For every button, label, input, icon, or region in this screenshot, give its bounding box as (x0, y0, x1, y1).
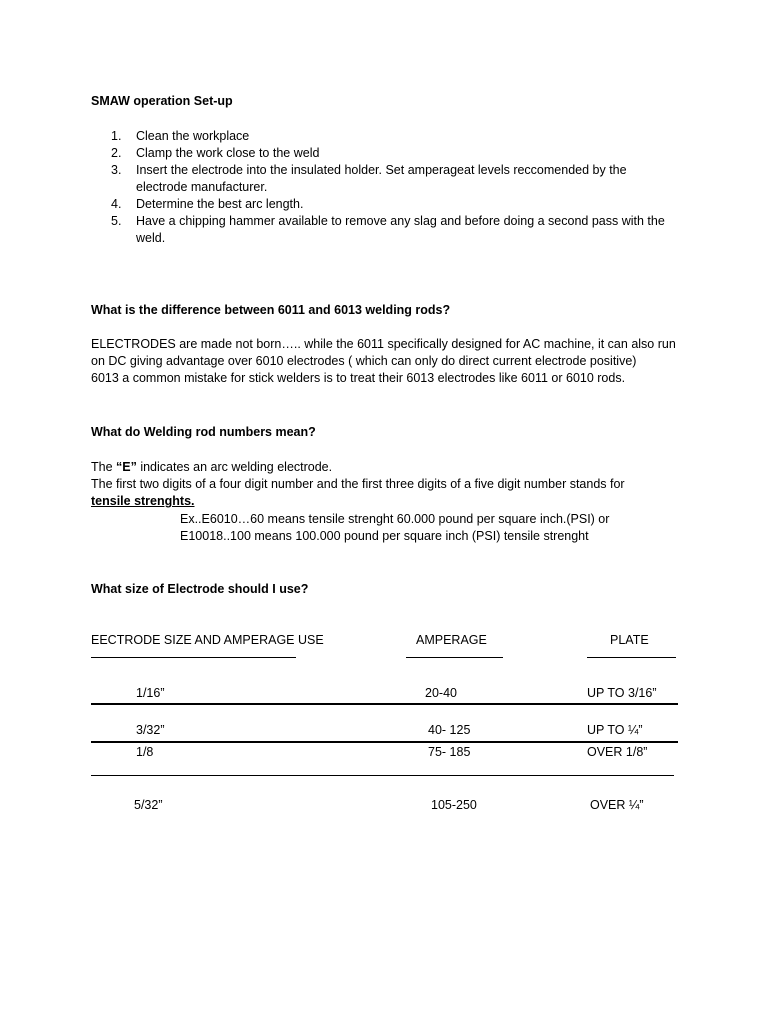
example-line: E10018..100 means 100.000 pound per square inch (PSI) tensile strenght (180, 529, 589, 543)
list-item: 3. Insert the electrode into the insulated holder. Set amperageat levels reccomended by the electrode manufacturer. (111, 163, 627, 194)
table-cell: 75- 185 (428, 745, 471, 759)
table-cell: 105-250 (431, 798, 477, 812)
table-cell: 3/32” (136, 723, 165, 737)
question-heading: What size of Electrode should I use? (91, 582, 309, 596)
answer-paragraph: ELECTRODES are made not born….. while the 6011 specifically designed for AC machine, it can also run on DC giving advantage over 6010 electrodes ( which can only do direct current electrode positive) 6013 a common mistake for stick welders is to treat their 6013 electrodes like 6011 or 6010 rods. (91, 337, 676, 385)
question-heading: What do Welding rod numbers mean? (91, 425, 316, 439)
header-underline (91, 657, 296, 658)
list-item: 5. Have a chipping hammer available to remove any slag and before doing a second pass with the weld. (111, 214, 665, 245)
row-divider (91, 775, 674, 776)
list-item: 1. Clean the workplace (111, 129, 250, 143)
table-cell: 20-40 (425, 686, 457, 700)
document-title: SMAW operation Set-up (91, 94, 233, 108)
column-header-size: EECTRODE SIZE AND AMPERAGE USE (91, 633, 324, 647)
table-cell: UP TO ¼” (587, 723, 643, 737)
question-heading: What is the difference between 6011 and 6013 welding rods? (91, 303, 451, 317)
header-underline (587, 657, 676, 658)
header-underline (406, 657, 503, 658)
row-divider (91, 741, 678, 743)
column-header-plate: PLATE (610, 633, 649, 647)
table-cell: 5/32” (134, 798, 163, 812)
answer-paragraph: The “E” indicates an arc welding electrode. The first two digits of a four digit number and the first three digits of a five digit number stands for tensile strenghts. (91, 460, 625, 508)
example-line: Ex..E6010…60 means tensile strenght 60.000 pound per square inch.(PSI) or (180, 512, 610, 526)
list-item: 4. Determine the best arc length. (111, 197, 304, 211)
table-cell: 40- 125 (428, 723, 471, 737)
table-cell: OVER 1/8” (587, 745, 648, 759)
column-header-amperage: AMPERAGE (416, 633, 487, 647)
table-cell: 1/8 (136, 745, 154, 759)
table-cell: UP TO 3/16” (587, 686, 657, 700)
table-cell: 1/16” (136, 686, 165, 700)
row-divider (91, 703, 678, 705)
setup-steps-list (91, 128, 691, 247)
list-item: 2. Clamp the work close to the weld (111, 146, 320, 160)
table-cell: OVER ¼” (590, 798, 644, 812)
